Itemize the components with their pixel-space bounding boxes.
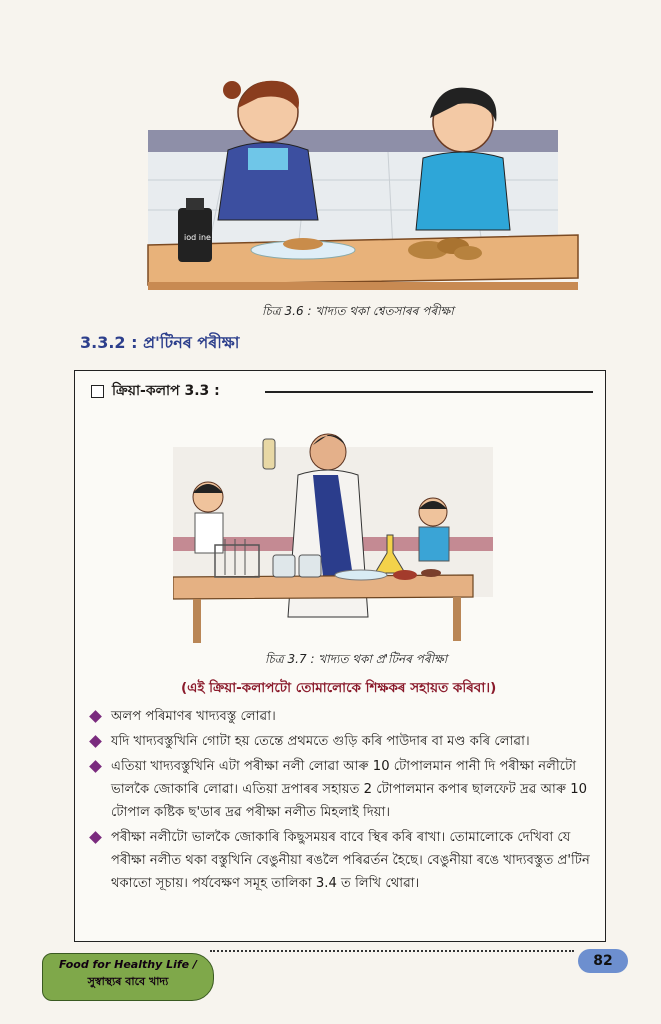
bottle-label: iod ine <box>184 233 211 242</box>
activity-heading <box>91 379 220 403</box>
teacher-help-note: (এই ক্ৰিয়া-কলাপটো তোমালোকে শিক্ষকৰ সহায়ত কৰিবা।) <box>181 680 497 696</box>
diamond-bullet-icon <box>89 710 102 723</box>
instruction-list <box>89 705 597 897</box>
figure-caption-3-7: চিত্ৰ 3.7 : খাদ্যত থকা প্ৰ'টিনৰ পৰীক্ষা <box>265 652 448 666</box>
protein-test-illustration <box>173 427 493 647</box>
activity-box <box>74 370 606 942</box>
diamond-bullet-icon <box>89 760 102 773</box>
checkbox-icon <box>91 385 104 398</box>
list-item: যদি খাদ্যবস্তুখিনি গোটা হয় তেন্তে প্ৰথমতে গুড়ি কৰি পাউদাৰ বা মণ্ড কৰি লোৱা। <box>89 730 597 753</box>
book-title-badge <box>42 953 214 1001</box>
section-title: 3.3.2 : প্ৰ'টিনৰ পৰীক্ষা <box>80 333 240 352</box>
heading-rule <box>265 391 593 393</box>
list-item: পৰীক্ষা নলীটো ভালকৈ জোকাৰি কিছুসময়ৰ বাবে স্থিৰ কৰি ৰাখা। তোমালোকে দেখিবা যে পৰীক্ষা নলীত থকা বস্তুখিনি বেঙুনীয়া ৰঙলৈ পৰিৱৰ্তন হৈছে। বেঙুনীয়া ৰঙে খাদ্যবস্তুত প্ৰ'টিন থকাতো সূচায়। পৰ্যবেক্ষণ সমূহ তালিকা 3.4 ত লিখি থোৱা। <box>89 826 597 895</box>
diamond-bullet-icon <box>89 735 102 748</box>
starch-test-illustration <box>108 70 598 302</box>
diamond-bullet-icon <box>89 831 102 844</box>
book-title-assamese: সুস্বাস্থ্যৰ বাবে খাদ্য <box>87 975 169 988</box>
figure-caption-3-6: চিত্ৰ 3.6 : খাদ্যত থকা শ্বেতসাৰৰ পৰীক্ষা <box>262 304 454 318</box>
list-item: অলপ পৰিমাণৰ খাদ্যবস্তু লোৱা। <box>89 705 597 728</box>
page-number: 82 <box>578 949 628 973</box>
list-item: এতিয়া খাদ্যবস্তুখিনি এটা পৰীক্ষা নলী লোৱা আৰু 10 টোপালমান পানী দি পৰীক্ষা নলীটো ভালকৈ জোকাৰি লোৱা। এতিয়া দ্ৰপাৰৰ সহায়ত 2 টোপালমান কপাৰ ছালফেট দ্ৰৱ আৰু 10 টোপাল কষ্টিক ছ'ডাৰ দ্ৰৱ পৰীক্ষা নলীত মিহলাই দিয়া। <box>89 755 597 824</box>
footer-dotted-rule <box>210 950 574 952</box>
book-title-english: Food for Healthy Life / <box>59 958 197 971</box>
activity-title: ক্ৰিয়া-কলাপ 3.3 : <box>112 383 220 399</box>
